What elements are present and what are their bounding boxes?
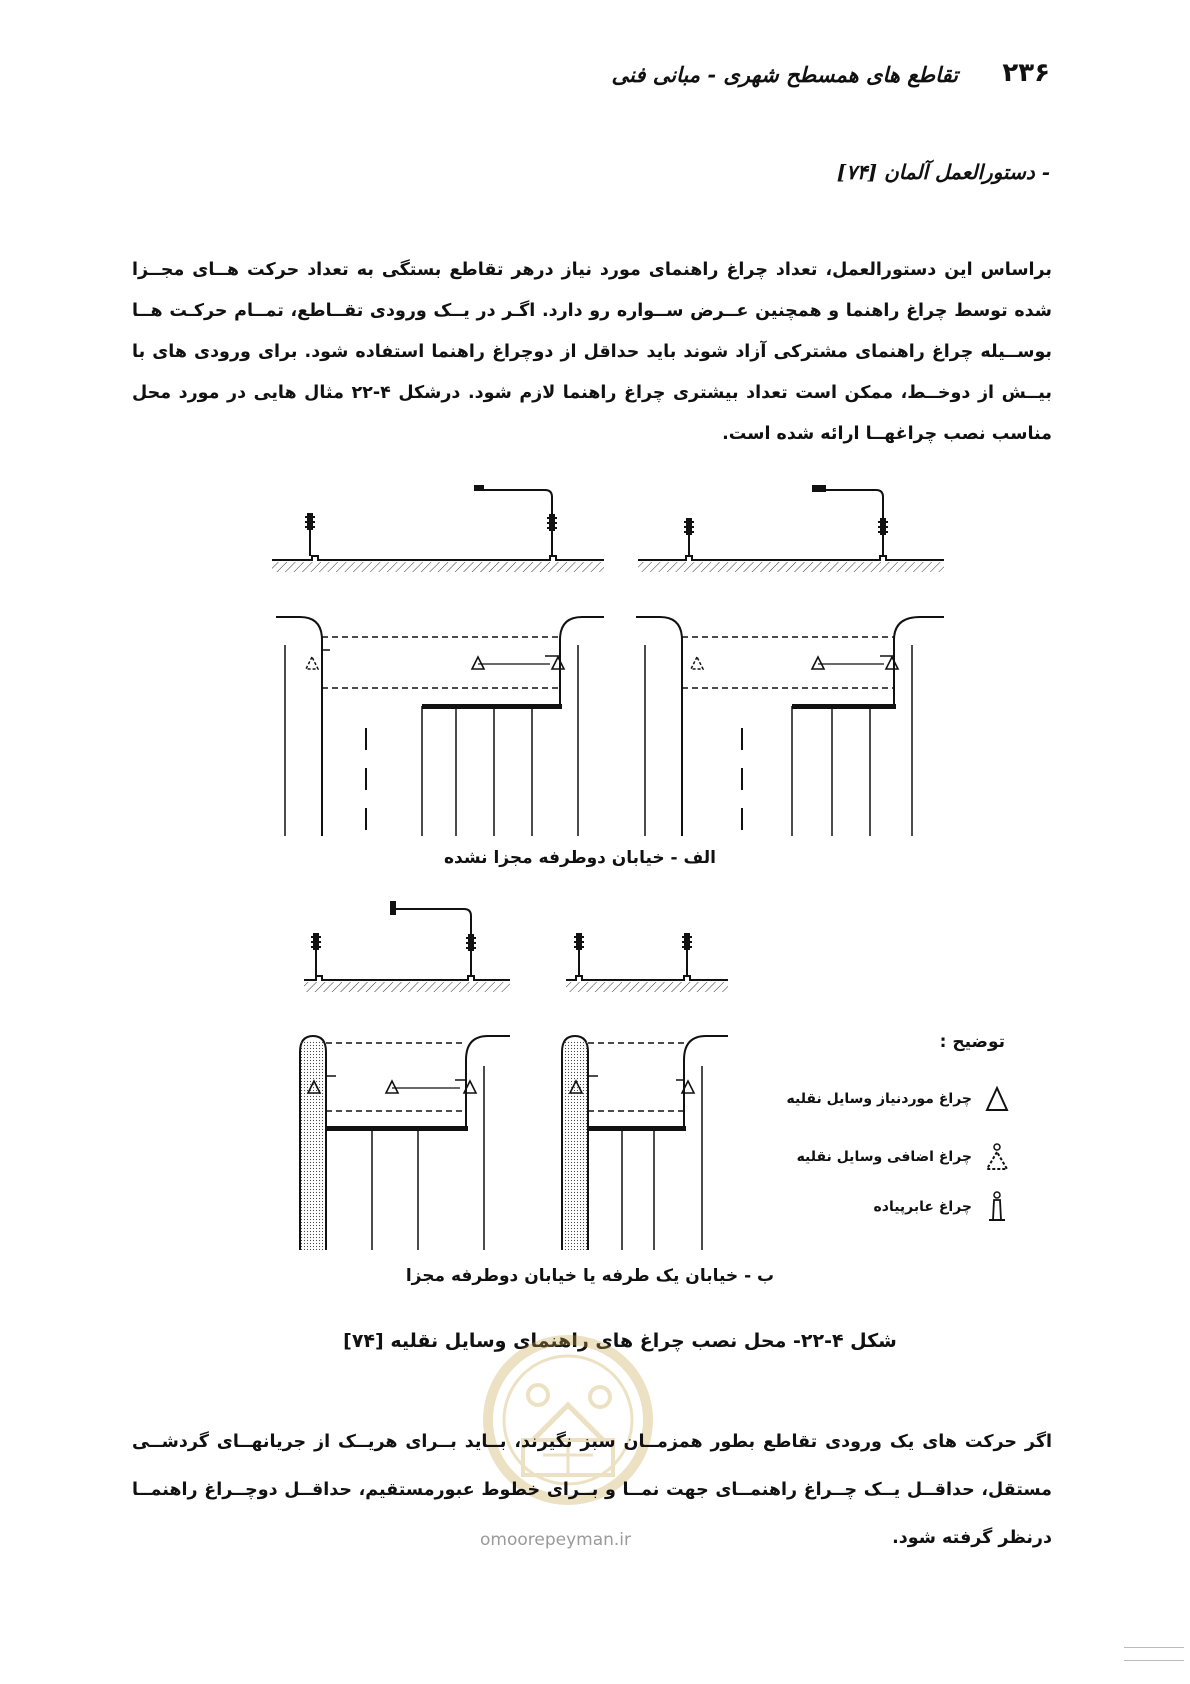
legend-label: چراغ موردنیاز وسایل نقلیه <box>786 1091 972 1107</box>
legend-item-required <box>787 1082 1011 1116</box>
caption-part-b: ب - خیابان یک طرفه یا خیابان دوطرفه مجزا <box>405 1266 775 1286</box>
vehicle-signal-additional-icon <box>306 657 318 669</box>
legend-item-additional <box>797 1140 1010 1174</box>
footer-rule <box>1124 1660 1184 1661</box>
elevation-a-right <box>638 485 944 572</box>
pedestrian-signal-icon <box>984 1190 1010 1224</box>
vehicle-signal-required-icon <box>386 1081 398 1093</box>
vehicle-signal-additional-icon <box>984 1142 1010 1172</box>
closing-paragraph: اگر حرکت های یک ورودی تقاطع بطور همزمــان سبز نگیرند، بــاید بــرای هریــک از جریانهــای گردشــی مستقل، حداقــل یــک چــراغ راهنمــای جهت نمــا و بــرای خطوط عبورمستقیم، حداقــل دوچــراغ راهنمــا درنظر گرفته شود. <box>132 1432 1052 1548</box>
figure-caption: شکل ۴-۲۲- محل نصب چراغ های راهنمای وسایل نقلیه [۷۴] <box>343 1330 897 1352</box>
elevation-b-right <box>566 933 728 992</box>
traffic-signal-icon <box>466 934 476 951</box>
legend-label: چراغ عابرپیاده <box>873 1199 972 1215</box>
plan-a-left <box>276 617 604 836</box>
legend-item-pedestrian <box>874 1190 1011 1224</box>
page-number: ۲۳۶ <box>1002 58 1050 88</box>
plan-a-right <box>636 617 944 836</box>
traffic-signal-icon <box>878 518 888 535</box>
legend-title: توضیح : <box>939 1032 1005 1052</box>
plan-b-left <box>300 1036 510 1250</box>
vehicle-signal-required-icon <box>812 657 824 669</box>
vehicle-signal-additional-icon <box>691 657 703 669</box>
section-heading: - دستورالعمل آلمان [۷۴] <box>836 160 1050 184</box>
traffic-signal-icon <box>311 933 321 950</box>
vehicle-signal-required-icon <box>552 657 564 669</box>
intro-paragraph: براساس این دستورالعمل، تعداد چراغ راهنمای مورد نیاز درهر تقاطع بستگی به تعداد حرکت هــای مجــزا شده توسط چراغ راهنما و همچنین عــرض ســواره رو دارد. اگـر در یــک ورودی تقــاطع، تمــام حرکـت هــا بوســیله چراغ راهنمای مشترکی آزاد شوند باید حداقل از دوچراغ راهنما استفاده شود. برای ورودی های با بیــش از دوخــط، ممکن است تعداد بیشتری چراغ راهنما لازم شود. درشکل ۴-۲۲ مثال هایی در مورد محل مناسب نصب چراغهــا ارائه شده است. <box>132 260 1052 444</box>
traffic-signal-icon <box>684 518 694 535</box>
vehicle-signal-required-icon <box>472 657 484 669</box>
caption-part-a: الف - خیابان دوطرفه مجزا نشده <box>444 848 716 868</box>
traffic-signal-icon <box>305 513 315 530</box>
traffic-signal-icon <box>547 514 557 531</box>
vehicle-signal-required-icon <box>984 1084 1010 1114</box>
footer-rule <box>1124 1647 1184 1648</box>
elevation-a-left <box>272 485 604 572</box>
legend-label: چراغ اضافی وسایل نقلیه <box>796 1149 972 1165</box>
traffic-signal-icon <box>574 933 584 950</box>
vehicle-signal-required-icon <box>886 657 898 669</box>
running-title: تقاطع های همسطح شهری - مبانی فنی <box>611 62 958 87</box>
elevation-b-left <box>304 901 510 992</box>
watermark-url: omoorepeyman.ir <box>480 1530 632 1550</box>
traffic-signal-icon <box>682 933 692 950</box>
plan-b-right <box>562 1036 728 1250</box>
